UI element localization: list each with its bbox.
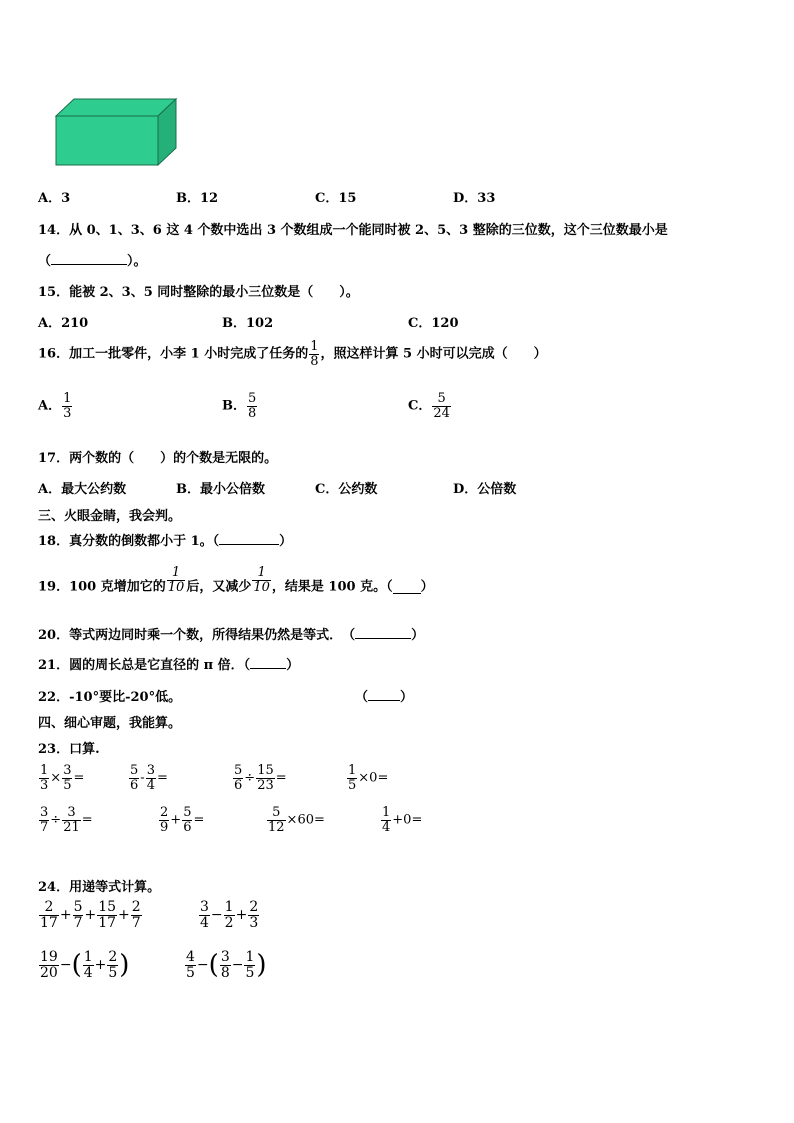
q23-expr-2: $\frac{5}{6}$ - $\frac{3}{4}$ = (130, 763, 168, 793)
q24-expr-3: $\frac{19}{20}$ −( $\frac{1}{4}$ + $\frac{2}{5}$ ) (40, 949, 130, 981)
q23-expr-8: $\frac{1}{4}$ +0= (382, 805, 423, 835)
q20-blank[interactable] (355, 638, 411, 639)
q16-option-a: A． $\frac{1}{3}$ (38, 391, 72, 421)
q13-option-d: D．33 (453, 191, 496, 206)
q21-blank[interactable] (250, 668, 286, 669)
q23-expr-4: $\frac{1}{5}$ ×0= (348, 763, 389, 793)
q23-expr-6: $\frac{2}{9}$ + $\frac{5}{6}$ = (160, 805, 205, 835)
q21-text: 21．圆的周长总是它直径的 π 倍．（ ） (38, 658, 300, 673)
section-3-heading: 三、火眼金睛，我会判。 (38, 509, 182, 524)
q17-option-a: A．最大公约数 (38, 482, 127, 497)
q24-expr-1: $\frac{2}{17}$ + $\frac{5}{7}$ + $\frac{15}{17}$ + $\frac{2}{7}$ (40, 899, 141, 931)
q24-expr-2: $\frac{3}{4}$ − $\frac{1}{2}$ + $\frac{2}{3}$ (200, 899, 259, 931)
cuboid-figure (54, 96, 178, 168)
q15-option-a: A．210 (38, 316, 89, 331)
q13-option-c: C．15 (315, 191, 357, 206)
q17-option-c: C．公约数 (315, 482, 378, 497)
q17-text: 17．两个数的（ ）的个数是无限的。 (38, 451, 278, 466)
q16-text: 16．加工一批零件，小李 1 小时完成了任务的 $\frac{1}{8}$ ，照这样计算 5 小时可以完成（ ） (38, 339, 547, 369)
q14-text: 14．从 0、1、3、6 这 4 个数中选出 3 个数组成一个能同时被 2、5、3 整除的三位数，这个三位数最小是 (38, 223, 668, 238)
q14-blank[interactable] (51, 264, 127, 265)
q23-expr-5: $\frac{3}{7}$ ÷ $\frac{3}{21}$ = (40, 805, 93, 835)
q18-blank[interactable] (219, 544, 279, 545)
q16-fraction: $\frac{1}{8}$ (310, 339, 319, 369)
q20-text: 20．等式两边同时乘一个数，所得结果仍然是等式． （ ） (38, 628, 425, 643)
q24-expr-4: $\frac{4}{5}$ −( $\frac{3}{8}$ − $\frac{1}{5}$ ) (186, 949, 267, 981)
q15-option-b: B．102 (222, 316, 274, 331)
q23-title: 23．口算. (38, 742, 100, 757)
q22-blank[interactable] (368, 700, 400, 701)
q22-text: 22．-10°要比-20°低。 (38, 690, 182, 705)
q22-answer: （ ） (355, 690, 414, 705)
q13-option-b: B．12 (176, 191, 219, 206)
q18-text: 18．真分数的倒数都小于 1。（ ） (38, 534, 293, 549)
q23-expr-3: $\frac{5}{6}$ ÷ $\frac{15}{23}$ = (234, 763, 287, 793)
q15-text: 15．能被 2、3、5 同时整除的最小三位数是（ ）。 (38, 285, 359, 300)
q16-option-c: C． $\frac{5}{24}$ (408, 391, 450, 421)
q16-option-b: B． $\frac{5}{8}$ (222, 391, 257, 421)
q17-option-b: B．最小公倍数 (176, 482, 265, 497)
q17-option-d: D．公倍数 (453, 482, 517, 497)
q14-answer-line: （ ）。 (38, 254, 147, 269)
q23-expr-1: $\frac{1}{3}$ × $\frac{3}{5}$ = (40, 763, 85, 793)
q24-title: 24．用递等式计算。 (38, 880, 161, 895)
q19-text: 19．100 克增加它的 $\frac{1}{10}$ 后，又减少 $\frac{1}{10}$ ，结果是 100 克。（ ） (38, 565, 434, 595)
q15-option-c: C．120 (408, 316, 459, 331)
q13-option-a: A．3 (38, 191, 71, 206)
section-4-heading: 四、细心审题，我能算。 (38, 716, 182, 731)
q23-expr-7: $\frac{5}{12}$ ×60= (268, 805, 325, 835)
q19-blank[interactable] (393, 593, 421, 594)
